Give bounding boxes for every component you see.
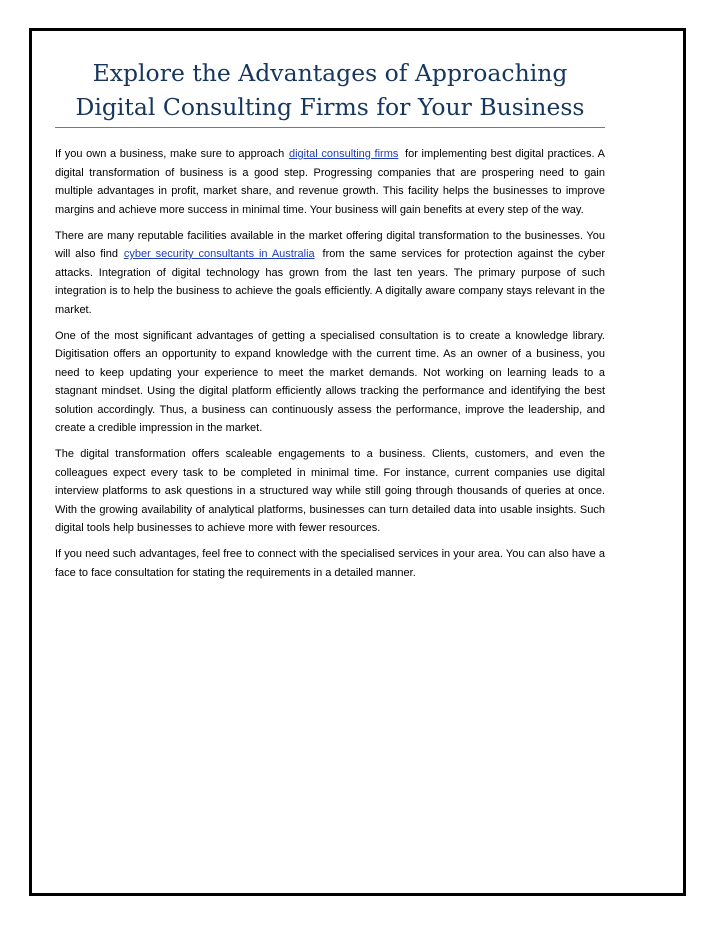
title-line-1: Explore the Advantages of Approaching <box>92 59 568 87</box>
paragraph-2 <box>55 227 605 320</box>
paragraph-4: The digital transformation offers scaleable engagements to a business. Clients, customers, and even the colleagues expect every task to be completed in minimal time. For instance, current companies use digital interview platforms to ask questions in a structured way while still going through thousands of queries at once. With the growing availability of analytical platforms, businesses can turn detailed data into usable insights. Such digital tools help businesses to achieve more with fewer resources. <box>55 448 605 534</box>
paragraph-5: If you need such advantages, feel free to connect with the specialised services in your area. You can also have a face to face consultation for stating the requirements in a detailed manner. <box>55 548 605 579</box>
document-body <box>55 56 605 590</box>
paragraph-2-text-end: from the same services for protection against the cyber attacks. Integration of digital technology has grown from the last ten years. The primary purpose of such integration is to help the business to achieve the goals efficiently. A digitally aware company stays relevant in the market. <box>55 248 606 316</box>
paragraph-3: One of the most significant advantages of getting a specialised consultation is to create a knowledge library. Digitisation offers an opportunity to expand knowledge with the current time. As an owner of a business, you need to keep updating your experience to meet the market demands. Not working on learning leads to a stagnant mindset. Using the digital platform efficiently allows tracking the performance and identifying the best solution accordingly. Thus, a business can continuously assess the performance, improve the leadership, and create a credible impression in the market. <box>55 329 605 434</box>
page-title <box>55 56 605 127</box>
digital-consulting-firms-link[interactable]: digital consulting firms <box>288 148 399 160</box>
paragraph-1-text-start: If you own a business, make sure to approach <box>55 148 288 160</box>
title-underline <box>55 127 605 128</box>
paragraph-1 <box>55 145 605 219</box>
cyber-security-consultants-link[interactable]: cyber security consultants in Australia <box>123 248 315 260</box>
title-line-2: Digital Consulting Firms for Your Business <box>75 93 585 121</box>
paragraph-2-text-start: There are many reputable facilities available in the market offering digital transformation to the businesses. You will also find <box>55 229 605 260</box>
paragraph-1-text-end: for implementing best digital practices. A digital transformation of business is a good step. Progressing companies that are prospering need to gain multiple advantages in profit, market share, and revenue growth. This facility helps the businesses to improve margins and achieve more success in minimal time. Your business will gain benefits at every step of the way. <box>55 148 605 216</box>
